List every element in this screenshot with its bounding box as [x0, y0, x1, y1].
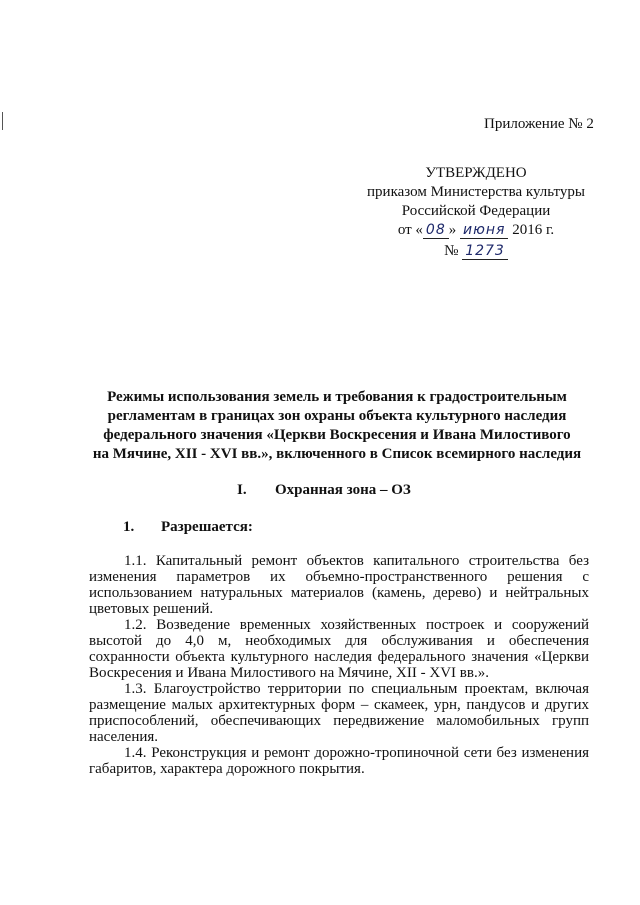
appendix-label: Приложение № 2 [484, 116, 594, 132]
approval-heading: УТВЕРЖДЕНО [425, 165, 527, 181]
date-month-handwritten: июня [460, 222, 508, 239]
date-day-handwritten: 08 [423, 222, 449, 239]
subsection-heading [123, 519, 253, 536]
paragraph-1-1: 1.1. Капитальный ремонт объектов капитального строительства без изменения параметров их объемно-пространственного решения с использованием натуральных материалов (камень, дерево) и нейтральных цветовых решений. [89, 553, 589, 617]
date-mid: » [448, 222, 457, 238]
body-text [89, 553, 589, 777]
approval-block [358, 164, 594, 261]
subsection-number: 1. [123, 519, 135, 535]
section-number: I. [237, 482, 247, 498]
approval-line-2: Российской Федерации [401, 203, 551, 219]
paragraph-1-3: 1.3. Благоустройство территории по специальным проектам, включая размещение малых архитектурных форм – скамеек, урн, пандусов и других приспособлений, обеспечивающих передвижение маломобильных групп населения. [89, 681, 589, 745]
paragraph-1-2: 1.2. Возведение временных хозяйственных построек и сооружений высотой до 4,0 м, необходимых для обслуживания и обеспечения сохранности объекта культурного наследия федерального значения «Церкви Воскресения и Ивана Милостивого на Мячине, XII - XVI вв.». [89, 617, 589, 681]
paragraph-1-4: 1.4. Реконструкция и ремонт дорожно-тропиночной сети без изменения габаритов, характера дорожного покрытия. [89, 745, 589, 777]
section-heading [237, 482, 411, 499]
approval-number [358, 242, 594, 261]
approval-line-1: приказом Министерства культуры [367, 184, 585, 200]
title-line-1: Режимы использования земель и требования к градостроительным [107, 389, 567, 405]
document-title [72, 388, 602, 464]
number-value-handwritten: 1273 [462, 243, 508, 260]
section-title: Охранная зона – ОЗ [275, 482, 411, 498]
approval-date [358, 221, 594, 240]
title-line-2: регламентам в границах зон охраны объекта культурного наследия [107, 408, 567, 424]
date-prefix: от « [397, 222, 423, 238]
date-year: 2016 г. [512, 222, 555, 238]
subsection-title: Разрешается: [161, 519, 253, 535]
number-label: № [444, 243, 459, 259]
title-line-4: на Мячине, XII - XVI вв.», включенного в Список всемирного наследия [92, 446, 582, 462]
title-line-3: федерального значения «Церкви Воскресения и Ивана Милостивого [103, 427, 571, 443]
scan-margin-mark [2, 112, 3, 130]
